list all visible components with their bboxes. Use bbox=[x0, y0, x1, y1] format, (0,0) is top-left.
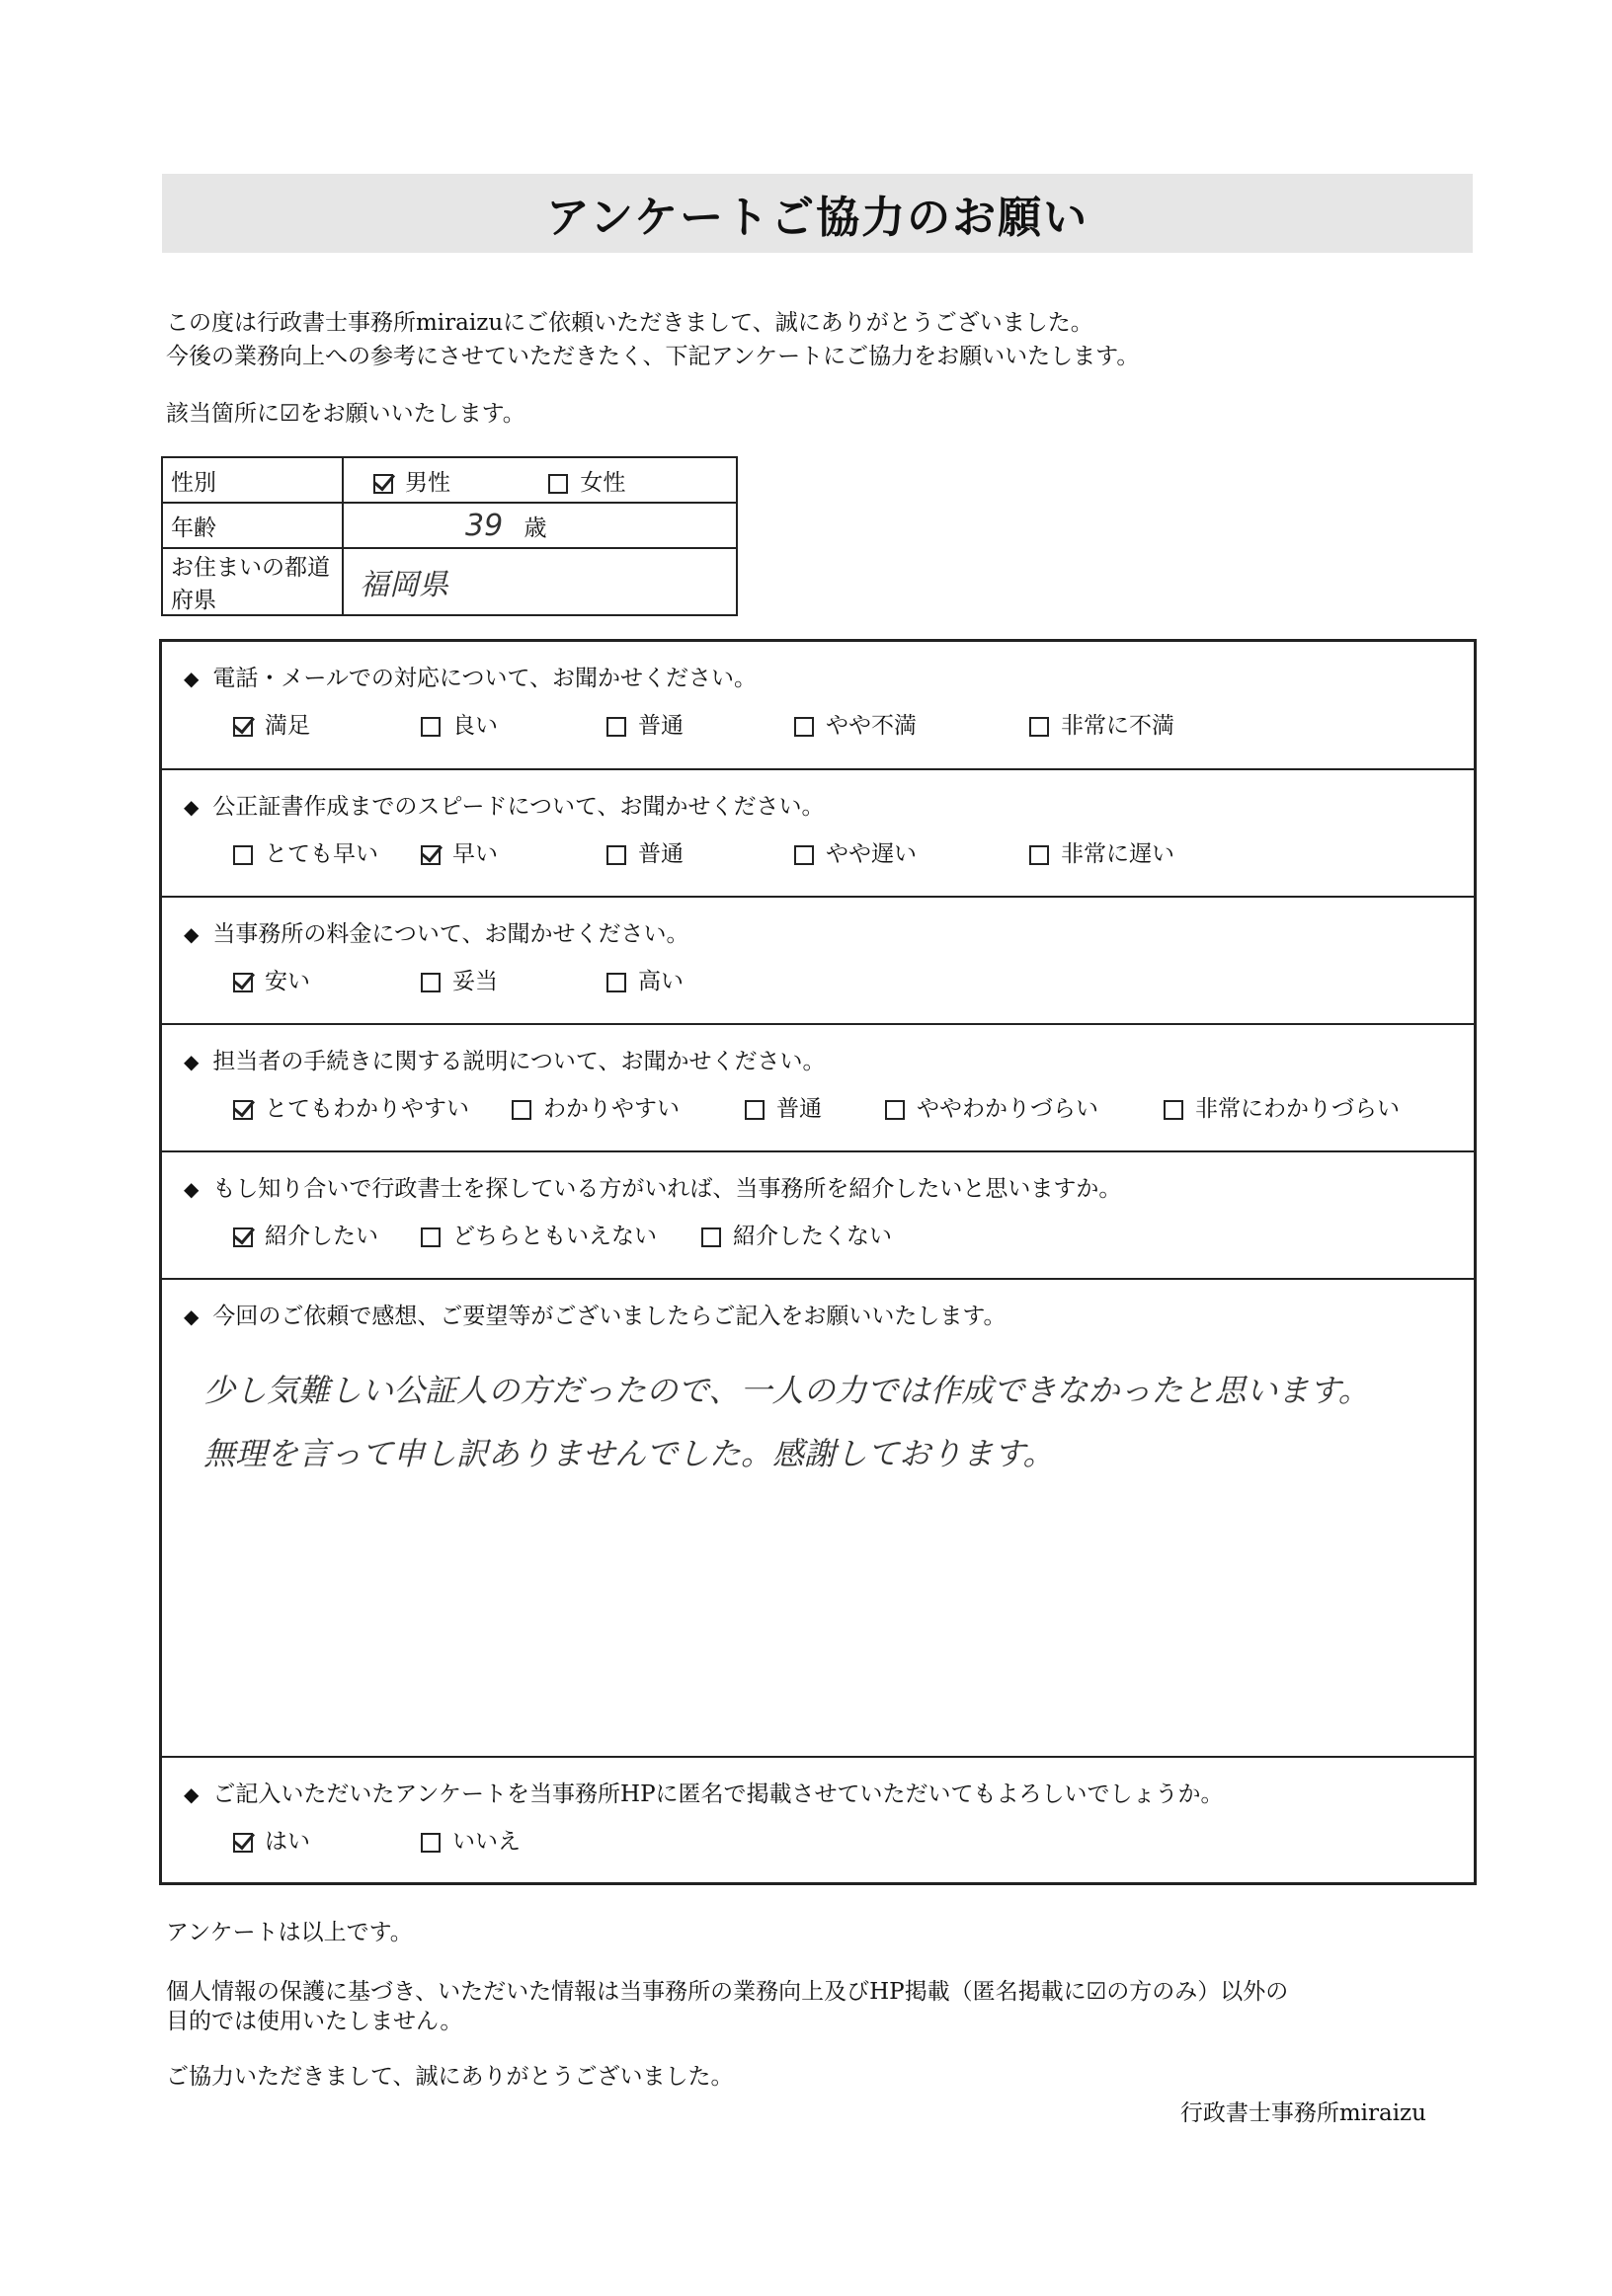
question-phone-email bbox=[162, 642, 1474, 770]
page-title: アンケートご協力のお願い bbox=[545, 193, 1089, 243]
privacy-line-2: 目的では使用いたしません。 bbox=[166, 2009, 463, 2034]
option-somewhat-unclear[interactable]: ややわかりづらい bbox=[885, 1090, 1098, 1123]
checkbox-icon[interactable] bbox=[701, 1227, 721, 1247]
checkbox-icon[interactable] bbox=[421, 1227, 441, 1247]
option-fast[interactable]: 早い bbox=[421, 835, 498, 868]
comment-answer[interactable] bbox=[203, 1359, 1370, 1485]
option-would-refer[interactable]: 紹介したい bbox=[233, 1218, 378, 1250]
gender-label: 性別 bbox=[162, 457, 343, 503]
checkbox-icon[interactable] bbox=[1164, 1100, 1183, 1120]
option-very-unclear[interactable]: 非常にわかりづらい bbox=[1164, 1090, 1400, 1123]
profile-table bbox=[161, 456, 738, 616]
checkbox-icon[interactable] bbox=[421, 973, 441, 992]
question-speed bbox=[162, 770, 1474, 898]
checkbox-checked-icon[interactable] bbox=[373, 474, 393, 494]
option-very-slow[interactable]: 非常に遅い bbox=[1029, 835, 1174, 868]
gender-option-female[interactable]: 女性 bbox=[548, 470, 625, 496]
checkbox-icon[interactable] bbox=[421, 717, 441, 737]
prefecture-row bbox=[162, 548, 737, 615]
footer-thanks: ご協力いただきまして、誠にありがとうございました。 bbox=[166, 2064, 734, 2090]
checkbox-icon[interactable] bbox=[1029, 717, 1049, 737]
checkbox-icon[interactable] bbox=[794, 717, 814, 737]
diamond-icon: ◆ bbox=[184, 1305, 200, 1328]
option-clear[interactable]: わかりやすい bbox=[512, 1090, 680, 1123]
option-normal[interactable]: 普通 bbox=[606, 835, 684, 868]
option-very-clear[interactable]: とてもわかりやすい bbox=[233, 1090, 469, 1123]
age-value: 39 bbox=[465, 508, 504, 543]
comment-line-2: 無理を言って申し訳ありませんでした。感謝しております。 bbox=[203, 1435, 1055, 1472]
option-very-dissatisfied[interactable]: 非常に不満 bbox=[1029, 707, 1174, 740]
option-would-not-refer[interactable]: 紹介したくない bbox=[701, 1218, 892, 1250]
age-row bbox=[162, 503, 737, 548]
checkbox-checked-icon[interactable] bbox=[233, 717, 253, 737]
checkbox-icon[interactable] bbox=[606, 973, 626, 992]
gender-row bbox=[162, 457, 737, 503]
question-title: 今回のご依頼で感想、ご要望等がございましたらご記入をお願いいたします。 bbox=[212, 1304, 1007, 1329]
checkbox-checked-icon[interactable] bbox=[233, 1833, 253, 1853]
office-signature: 行政書士事務所miraizu bbox=[1179, 2100, 1426, 2126]
privacy-line-1: 個人情報の保護に基づき、いただいた情報は当事務所の業務向上及びHP掲載（匿名掲載に☑の方のみ）以外の bbox=[166, 1979, 1289, 2005]
intro-text bbox=[166, 306, 1139, 373]
comment-line-1: 少し気難しい公証人の方だったので、一人の力では作成できなかったと思います。 bbox=[203, 1372, 1370, 1409]
title-banner bbox=[162, 174, 1473, 253]
gender-options bbox=[343, 457, 737, 503]
question-title: 担当者の手続きに関する説明について、お聞かせください。 bbox=[212, 1049, 826, 1074]
diamond-icon: ◆ bbox=[184, 1177, 200, 1201]
prefecture-value: 福岡県 bbox=[360, 568, 448, 602]
checkbox-icon[interactable] bbox=[233, 845, 253, 865]
intro-line-1: この度は行政書士事務所miraizuにご依頼いただきまして、誠にありがとうございました。 bbox=[166, 310, 1093, 336]
question-fee bbox=[162, 898, 1474, 1025]
diamond-icon: ◆ bbox=[184, 1782, 200, 1806]
option-somewhat-dissatisfied[interactable]: やや不満 bbox=[794, 707, 917, 740]
option-good[interactable]: 良い bbox=[421, 707, 498, 740]
checkbox-icon[interactable] bbox=[1029, 845, 1049, 865]
checkbox-checked-icon[interactable] bbox=[233, 1100, 253, 1120]
instruction-text: 該当箇所に☑をお願いいたします。 bbox=[166, 401, 525, 427]
question-title: もし知り合いで行政書士を探している方がいれば、当事務所を紹介したいと思いますか。 bbox=[212, 1176, 1122, 1202]
checkbox-icon[interactable] bbox=[421, 1833, 441, 1853]
checkbox-checked-icon[interactable] bbox=[233, 1227, 253, 1247]
checkbox-icon[interactable] bbox=[745, 1100, 765, 1120]
question-referral bbox=[162, 1152, 1474, 1280]
diamond-icon: ◆ bbox=[184, 667, 200, 690]
gender-option-male[interactable]: 男性 bbox=[373, 470, 450, 496]
option-normal[interactable]: 普通 bbox=[606, 707, 684, 740]
option-expensive[interactable]: 高い bbox=[606, 963, 684, 995]
question-title: 公正証書作成までのスピードについて、お聞かせください。 bbox=[212, 794, 825, 820]
option-cheap[interactable]: 安い bbox=[233, 963, 310, 995]
option-somewhat-slow[interactable]: やや遅い bbox=[794, 835, 917, 868]
option-satisfied[interactable]: 満足 bbox=[233, 707, 310, 740]
checkbox-icon[interactable] bbox=[512, 1100, 531, 1120]
checkbox-icon[interactable] bbox=[606, 717, 626, 737]
age-label: 年齢 bbox=[162, 503, 343, 548]
checkbox-icon[interactable] bbox=[606, 845, 626, 865]
prefecture-field[interactable] bbox=[343, 548, 737, 615]
option-normal[interactable]: 普通 bbox=[745, 1090, 822, 1123]
question-publish bbox=[162, 1758, 1474, 1882]
option-undecided[interactable]: どちらともいえない bbox=[421, 1218, 657, 1250]
footer-end: アンケートは以上です。 bbox=[166, 1920, 413, 1945]
diamond-icon: ◆ bbox=[184, 1050, 200, 1073]
question-explanation bbox=[162, 1025, 1474, 1152]
question-title: 電話・メールでの対応について、お聞かせください。 bbox=[212, 666, 758, 691]
intro-line-2: 今後の業務向上への参考にさせていただきたく、下記アンケートにご協力をお願いいたします。 bbox=[166, 344, 1140, 369]
checkbox-checked-icon[interactable] bbox=[421, 845, 441, 865]
option-yes[interactable]: はい bbox=[233, 1823, 310, 1856]
survey-box bbox=[159, 639, 1477, 1885]
prefecture-label: お住まいの都道府県 bbox=[162, 548, 343, 615]
checkbox-icon[interactable] bbox=[548, 474, 568, 494]
checkbox-checked-icon[interactable] bbox=[233, 973, 253, 992]
checkbox-icon[interactable] bbox=[885, 1100, 905, 1120]
age-field[interactable] bbox=[343, 503, 737, 548]
footer-privacy bbox=[166, 1977, 1288, 2036]
age-unit: 歳 bbox=[524, 515, 547, 541]
question-title: ご記入いただいたアンケートを当事務所HPに匿名で掲載させていただいてもよろしいでしょうか。 bbox=[212, 1781, 1224, 1807]
diamond-icon: ◆ bbox=[184, 795, 200, 819]
diamond-icon: ◆ bbox=[184, 922, 200, 946]
checkbox-icon[interactable] bbox=[794, 845, 814, 865]
option-reasonable[interactable]: 妥当 bbox=[421, 963, 498, 995]
option-no[interactable]: いいえ bbox=[421, 1823, 521, 1856]
question-comments bbox=[162, 1280, 1474, 1758]
option-very-fast[interactable]: とても早い bbox=[233, 835, 378, 868]
question-title: 当事務所の料金について、お聞かせください。 bbox=[212, 921, 689, 947]
